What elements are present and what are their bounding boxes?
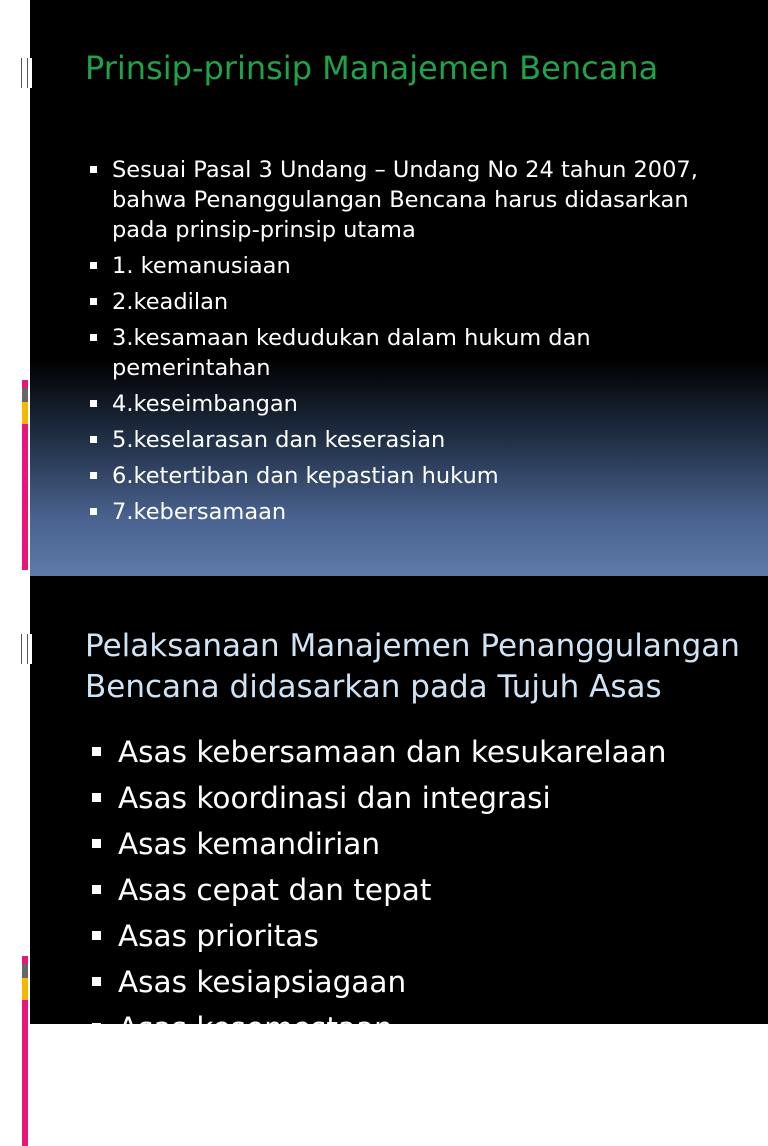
bullet-square-icon — [90, 472, 97, 479]
list-item: 2.keadilan — [88, 287, 728, 317]
barcode-decoration-icon — [18, 634, 32, 664]
list-item: 1. kemanusiaan — [88, 251, 728, 281]
accent-bar — [22, 956, 28, 1146]
list-item: 7.kebersamaan — [88, 497, 728, 527]
bullet-square-icon — [92, 839, 101, 848]
slide-title: Prinsip-prinsip Manajemen Bencana — [85, 49, 659, 87]
principles-list — [88, 155, 728, 533]
list-item: 3.kesamaan kedudukan dalam hukum dan pemerintahan — [88, 323, 728, 383]
list-item: 6.ketertiban dan kepastian hukum — [88, 461, 728, 491]
list-item: Asas kesemestaan — [88, 1008, 758, 1048]
bullet-square-icon — [92, 977, 101, 986]
bullet-square-icon — [92, 747, 101, 756]
bullet-square-icon — [90, 436, 97, 443]
list-item: Asas cepat dan tepat — [88, 870, 758, 910]
list-item: 5.keselarasan dan keserasian — [88, 425, 728, 455]
list-item: Asas prioritas — [88, 916, 758, 956]
slide-2 — [0, 576, 768, 1045]
list-item: Asas kesiapsiagaan — [88, 962, 758, 1002]
bullet-square-icon — [90, 508, 97, 515]
list-item: 4.keseimbangan — [88, 389, 728, 419]
accent-bar — [22, 380, 28, 570]
bullet-square-icon — [90, 262, 97, 269]
barcode-decoration-icon — [18, 58, 32, 88]
list-item: Sesuai Pasal 3 Undang – Undang No 24 tahun 2007, bahwa Penanggulangan Bencana harus didasarkan pada prinsip-prinsip utama — [88, 155, 728, 245]
list-item: Asas koordinasi dan integrasi — [88, 778, 758, 818]
bullet-square-icon — [92, 1023, 101, 1032]
bullet-square-icon — [90, 334, 97, 341]
bullet-square-icon — [90, 298, 97, 305]
bullet-square-icon — [92, 885, 101, 894]
principles-list — [88, 732, 758, 1054]
bullet-square-icon — [92, 931, 101, 940]
slide-title: Pelaksanaan Manajemen Penanggulangan Bencana didasarkan pada Tujuh Asas — [85, 628, 740, 705]
bullet-square-icon — [92, 793, 101, 802]
list-item: Asas kebersamaan dan kesukarelaan — [88, 732, 758, 772]
bullet-square-icon — [90, 400, 97, 407]
list-item: Asas kemandirian — [88, 824, 758, 864]
bullet-square-icon — [90, 166, 97, 173]
